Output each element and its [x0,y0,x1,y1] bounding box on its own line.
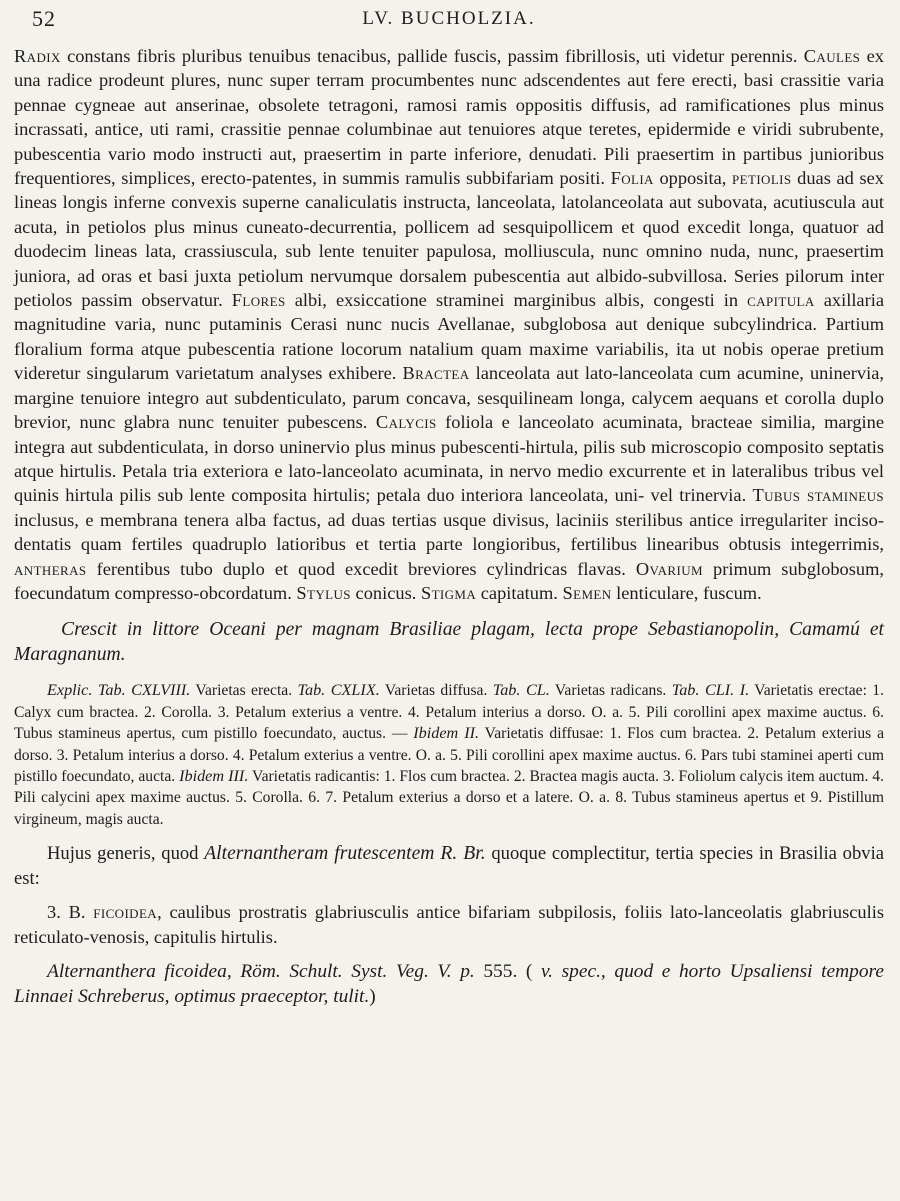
species-run-0: 3. B. [47,902,94,923]
description-run-15: foliola e lanceolato acuminata, bracteae similia, margine integra aut subdenticulata, in dorso uninervio plus minus pubescenti-hirtula, pilis sub microscopio composito septatis atque hirtulis. Petala tria exteriora e lato-lanceolato acuminata, in nervo medio excurrente et in lateralibus tribus vel quinis hirtula pilis sub lente composita hirtulis; petala duo interiora lanceolata, uni- vel trinervia. [14,412,884,506]
description-run-6: petiolis [732,168,792,189]
description-run-19: ferentibus tubo duplo et quod excedit breviores cylindricas flavas. [86,558,636,579]
habitat-note: Crescit in littore Oceani per magnam Brasiliae plagam, lecta prope Sebastianopolin, Camamú et Maragnanum. [14,619,884,666]
description-run-21: primum subglobosum, foecundatum compresso-obcordatum. [14,558,884,603]
description-run-22: Stylus [296,582,351,603]
genus-note-run-1: Alternantheram frutescentem R. Br. [204,843,486,865]
species-run-1: ficoidea [93,902,158,923]
explanation-run-5: Varietas radicans. [549,682,672,700]
species-diagnosis [14,900,884,950]
explanation-run-6: Tab. CLI. I. [671,681,750,700]
description-run-2: Caules [803,46,861,66]
explanation-run-11: Varietatis radicantis: 1. Flos cum bractea. 2. Bractea magis aucta. 3. Foliolum calycis item auctum. 4. Pili calycini apex maxime auctus. 5. Corolla. 6. 7. Petalum exterius a dorso et a latere. O. a. 8. Tubus stamineus apertus et 9. Pistillum virgineum, magis aucta. [14,767,885,828]
explanation-run-2: Tab. CXLIX. [297,681,380,700]
description-run-12: Bractea [402,363,470,384]
description-run-27: lenticulare, fuscum. [611,582,762,603]
description-run-17: inclusus, e membrana tenera alba factus, ad duas tertias usque divisus, laciniis sterilibus antice irregulariter inciso-dentatis quam fertiles quadruplo latioribus et tertia parte longioribus, fertilibus linearibus obtusis integerrimis, [14,509,884,555]
genus-note-run-0: Hujus generis, quod [47,843,205,865]
species-description [14,44,884,605]
genus-note [14,841,884,891]
explanation-run-0: Explic. Tab. CXLVIII. [47,681,191,700]
description-run-8: Flores [231,290,286,311]
page-number: 52 [32,6,56,31]
synonym-run-1: 555. ( [474,961,541,983]
explanation-run-3: Varietas diffusa. [379,682,493,700]
explanation-run-10: Ibidem III. [179,766,249,785]
description-run-18: antheras [14,558,87,579]
running-title: LV. BUCHOLZIA. [362,8,536,29]
description-run-9: albi, exsiccatione straminei marginibus albis, congesti in [285,290,748,311]
description-run-4: Folia [610,168,654,189]
species-run-2: , caulibus prostratis glabriusculis antice bifariam subpilosis, foliis lato-lanceolatis glabriusculis reticulato-venosis, capitulis hirtulis. [14,902,884,948]
plate-explanation [14,680,884,830]
description-run-24: Stigma [420,582,477,603]
explanation-run-7: Varietatis erectae: 1. Calyx cum bractea. 2. Corolla. 3. Petalum exterius a ventre. 4. Petalum interius a dorso. O. a. 5. Pili corollini apex maxime auctus. 6. Tubus stamineus apertus, cum pistillo foecundato, auctus. — [14,682,884,743]
description-run-1: constans fibris pluribus tenuibus tenacibus, pallide fuscis, passim fibrillosis, uti videtur perennis. [60,46,804,66]
description-run-3: ex una radice prodeunt plures, nunc super terram procumbentes nunc adscendentes aut fere erecti, basi crassitie varia pennae cygneae aut anserinae, obsolete tetragoni, ramosi ramis oppositis diffusis, ad ramificationes plus minus incrassati, antice, uti rami, crassitie pennae columbinae aut tenuiores atque teretes, epidermide e viridi subrubente, pubescentia vario modo instructi aut, praesertim in parte inferiore, denudati. Pili praesertim in partibus junioribus frequentiores, simplices, erecto-patentes, in summis ramulis subbifariam positi. [14,46,884,189]
genus-note-run-2: quoque complectitur, tertia species in Brasilia obvia est: [14,843,884,890]
synonym-run-2: v. spec., quod e horto Upsaliensi tempore Linnaei Schreberus, optimus praeceptor, tulit. [14,961,884,1008]
synonym-run-0: Alternanthera ficoidea, Röm. Schult. Syst. Veg. V. p. [47,961,475,983]
description-run-13: lanceolata aut lato-lanceolata cum acumine, uninervia, margine tenuiore integro aut subdenticulato, parum concava, sesquilineam longa, calycem aequans et corolla duplo brevior, nunc glabra nunc tenuiter pubescens. [14,363,884,433]
description-run-16: Tubus stamineus [752,485,884,506]
explanation-run-4: Tab. CL. [492,681,550,700]
explanation-run-8: Ibidem II. [413,724,480,743]
description-run-20: Ovarium [635,558,703,579]
description-run-14: Calycis [375,412,437,433]
description-run-26: Semen [562,582,612,603]
description-run-25: capitatum. [476,582,563,603]
page-header [14,0,884,44]
description-run-10: capitula [747,290,815,311]
synonym-citation [14,959,884,1009]
description-run-0: Radix [14,46,61,66]
explanation-run-9: Varietatis diffusae: 1. Flos cum bractea. 2. Petalum exterius a dorso. 3. Petalum interius a dorso. 4. Petalum exterius a ventre. O. a. 5. Pili corollini apex maxime auctus. 6. Pars tubi staminei aperti cum pistillo foecundato, aucta. [14,725,884,785]
description-run-7: duas ad sex lineas longis inferne convexis superne canaliculatis instructa, lanceolata, latolanceolata aut subovata, acutiuscula aut acuta, in petiolos plus minus cuneato-decurrentia, pollicem ad sesquipollicem et quod excedit longa, quatuor ad duodecim lineas lata, crassiuscula, sub lente tenuiter papulosa, molliuscula, nunc omnino nuda, nunc, praesertim juniora, ad oras et basi juxta petiolum nervumque dorsalem pubescentia aut albido-subvillosa. Series pilorum inter petiolos passim observatur. [14,168,884,311]
description-run-11: axillaria magnitudine varia, nunc putaminis Cerasi nunc nucis Avellanae, subglobosa aut denique subcylindrica. Partium floralium forma atque pubescentia ratione locorum natalium quam maxime variabilis, ita ut nobis operae pretium videretur singularum varietatum analyses exhibere. [14,290,884,384]
explanation-run-1: Varietas erecta. [190,682,298,700]
synonym-run-3: ) [369,986,376,1008]
description-run-23: conicus. [350,582,421,603]
description-run-5: opposita, [653,168,733,189]
